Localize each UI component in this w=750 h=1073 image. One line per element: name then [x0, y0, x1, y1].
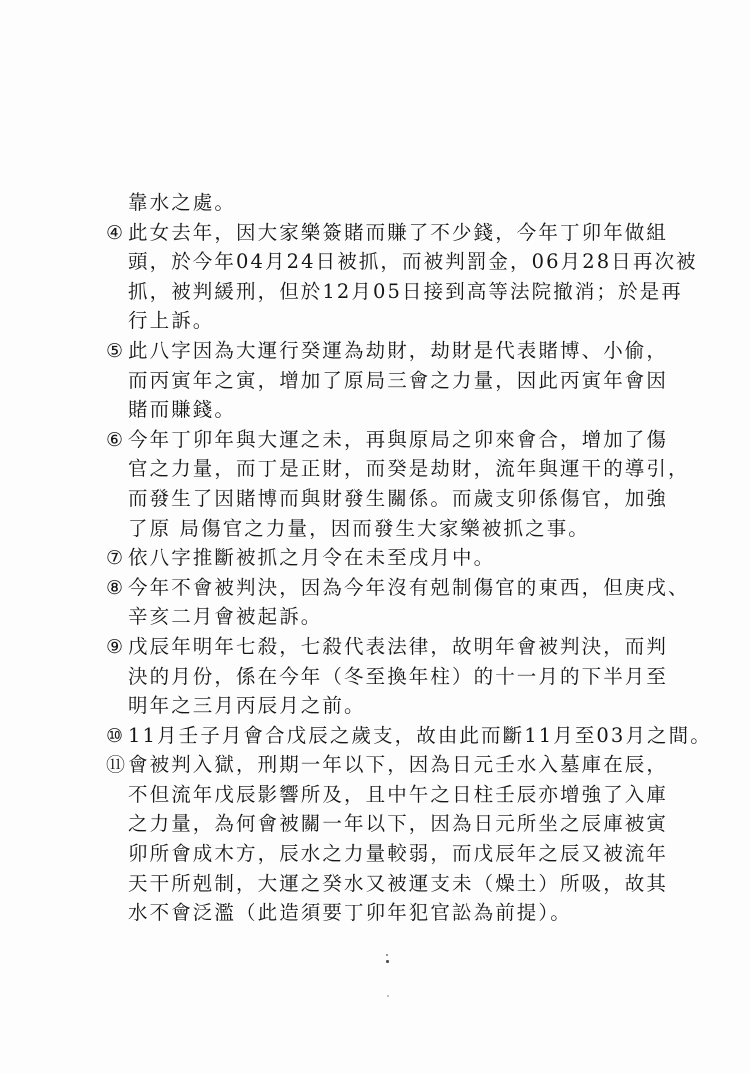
text-line: 11月壬子月會合戊辰之歲支，故由此而斷11月至03月之間。	[128, 723, 712, 747]
text-line: 賭而賺錢。	[128, 398, 237, 422]
circled-number-7: ⑦	[106, 547, 124, 570]
paragraph-6	[106, 425, 686, 455]
paragraph-7	[106, 543, 686, 573]
text-line: 頭，於今年04月24日被抓，而被判罰金，06月28日再次被	[128, 250, 698, 274]
text-line: 官之力量，而丁是正財，而癸是劫財，流年與運干的導引，	[128, 457, 690, 481]
text-line: 今年丁卯年與大運之未，再與原局之卯來會合，增加了傷	[128, 427, 669, 451]
text-line: 行上訴。	[128, 309, 215, 333]
paragraph-11-line	[106, 780, 686, 810]
text-line: 而丙寅年之寅，增加了原局三會之力量，因此丙寅年會因	[128, 368, 669, 392]
scan-artifact	[386, 960, 389, 963]
paragraph-8	[106, 573, 690, 603]
text-line: 會被判入獄，刑期一年以下，因為日元壬水入墓庫在辰，	[128, 753, 669, 777]
circled-number-5: ⑤	[106, 339, 124, 362]
paragraph-11-line	[106, 839, 686, 869]
text-line: 天干所剋制，大運之癸水又被運支未（燥土）所吸，故其	[128, 871, 669, 895]
paragraph-11-line	[106, 869, 686, 899]
paragraph-10	[106, 721, 712, 751]
text-line: 明年之三月丙辰月之前。	[128, 694, 366, 718]
text-line: 水不會泛濫（此造須要丁卯年犯官訟為前提）。	[128, 901, 572, 925]
text-line: 之力量，為何會被關一年以下，因為日元所坐之辰庫被寅	[128, 812, 669, 836]
circled-number-11: ⑪	[106, 754, 126, 777]
paragraph-5-line	[106, 395, 686, 425]
paragraph-4-line	[106, 247, 698, 277]
circled-number-9: ⑨	[106, 635, 124, 658]
text-line: 了原 局傷官之力量，因而發生大家樂被抓之事。	[128, 516, 590, 540]
paragraph-4-line	[106, 306, 686, 336]
paragraph-9	[106, 632, 686, 662]
circled-number-8: ⑧	[106, 576, 124, 599]
text-line: 抓，被判緩刑，但於12月05日接到高等法院撤消；於是再	[128, 279, 683, 303]
circled-number-6: ⑥	[106, 428, 124, 451]
paragraph-6-line	[106, 454, 690, 484]
text-line: 辛亥二月會被起訴。	[128, 605, 323, 629]
paragraph-6-line	[106, 514, 686, 544]
circled-number-10: ⑩	[106, 724, 124, 747]
paragraph-5	[106, 336, 686, 366]
paragraph-5-line	[106, 366, 686, 396]
text-line: 不但流年戊辰影響所及，且中午之日柱壬辰亦增強了入庫	[128, 782, 669, 806]
text-line: 今年不會被判決，因為今年沒有剋制傷官的東西，但庚戌、	[128, 575, 690, 599]
paragraph-11	[106, 750, 686, 780]
paragraph-11-line	[106, 809, 686, 839]
paragraph-8-line	[106, 602, 686, 632]
paragraph-6-line	[106, 484, 686, 514]
text-line: 靠水之處。	[128, 191, 237, 214]
text-line: 此八字因為大運行癸運為劫財，劫財是代表賭博、小偷，	[128, 338, 669, 362]
scan-artifact	[386, 954, 388, 956]
paragraph-4	[106, 218, 686, 248]
paragraph-9-line	[106, 691, 686, 721]
text-line: 此女去年，因大家樂簽賭而賺了不少錢，今年丁卯年做組	[128, 220, 669, 244]
paragraph-11-line	[106, 898, 686, 928]
text-line: 決的月份，係在今年（冬至換年柱）的十一月的下半月至	[128, 664, 669, 688]
text-line: 卯所會成木方，辰水之力量較弱，而戊辰年之辰又被流年	[128, 842, 669, 866]
paragraph-4-line	[106, 277, 686, 307]
document-body	[106, 188, 712, 928]
circled-number-4: ④	[106, 221, 124, 244]
text-line: 而發生了因賭博而與財發生關係。而歲支卯係傷官，加強	[128, 486, 669, 510]
paragraph-continuation	[106, 188, 686, 218]
scan-artifact	[387, 995, 389, 997]
text-line: 戊辰年明年七殺，七殺代表法律，故明年會被判決，而判	[128, 634, 669, 658]
paragraph-9-line	[106, 662, 686, 692]
text-line: 依八字推斷被抓之月令在未至戌月中。	[128, 546, 496, 570]
